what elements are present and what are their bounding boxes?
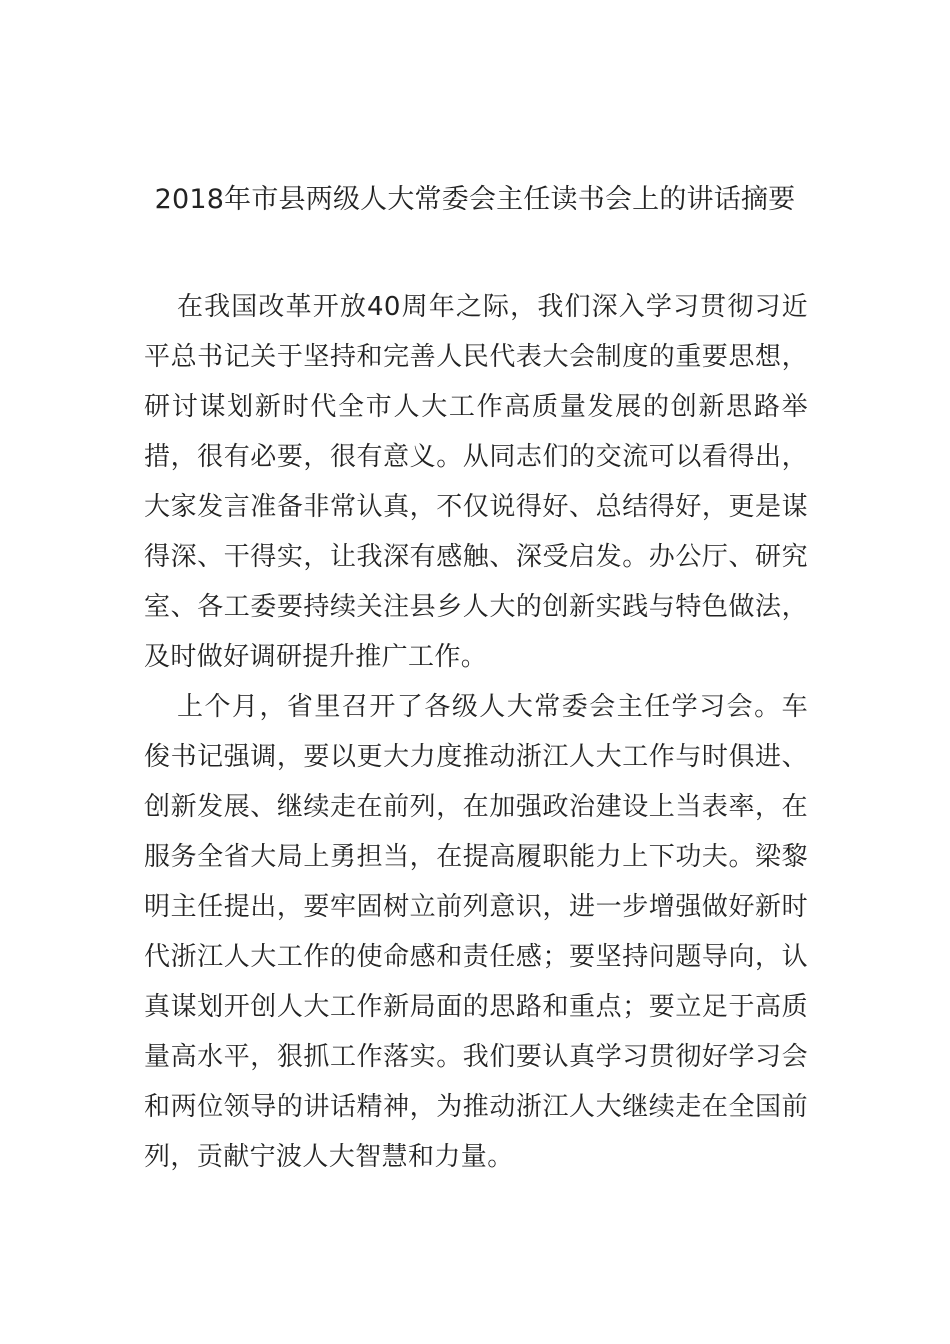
document-body: [144, 282, 808, 1182]
paragraph-2: 上个月，省里召开了各级人大常委会主任学习会。车俊书记强调，要以更大力度推动浙江人大工作与时俱进、创新发展、继续走在前列，在加强政治建设上当表率，在服务全省大局上勇担当，在提高履职能力上下功夫。梁黎明主任提出，要牢固树立前列意识，进一步增强做好新时代浙江人大工作的使命感和责任感；要坚持问题导向，认真谋划开创人大工作新局面的思路和重点；要立足于高质量高水平，狠抓工作落实。我们要认真学习贯彻好学习会和两位领导的讲话精神，为推动浙江人大继续走在全国前列，贡献宁波人大智慧和力量。: [144, 692, 808, 1172]
document-title: 2018年市县两级人大常委会主任读书会上的讲话摘要: [154, 184, 796, 215]
paragraph-1: 在我国改革开放40周年之际，我们深入学习贯彻习近平总书记关于坚持和完善人民代表大会制度的重要思想，研讨谋划新时代全市人大工作高质量发展的创新思路举措，很有必要，很有意义。从同志们的交流可以看得出，大家发言准备非常认真，不仅说得好、总结得好，更是谋得深、干得实，让我深有感触、深受启发。办公厅、研究室、各工委要持续关注县乡人大的创新实践与特色做法，及时做好调研提升推广工作。: [144, 292, 808, 672]
